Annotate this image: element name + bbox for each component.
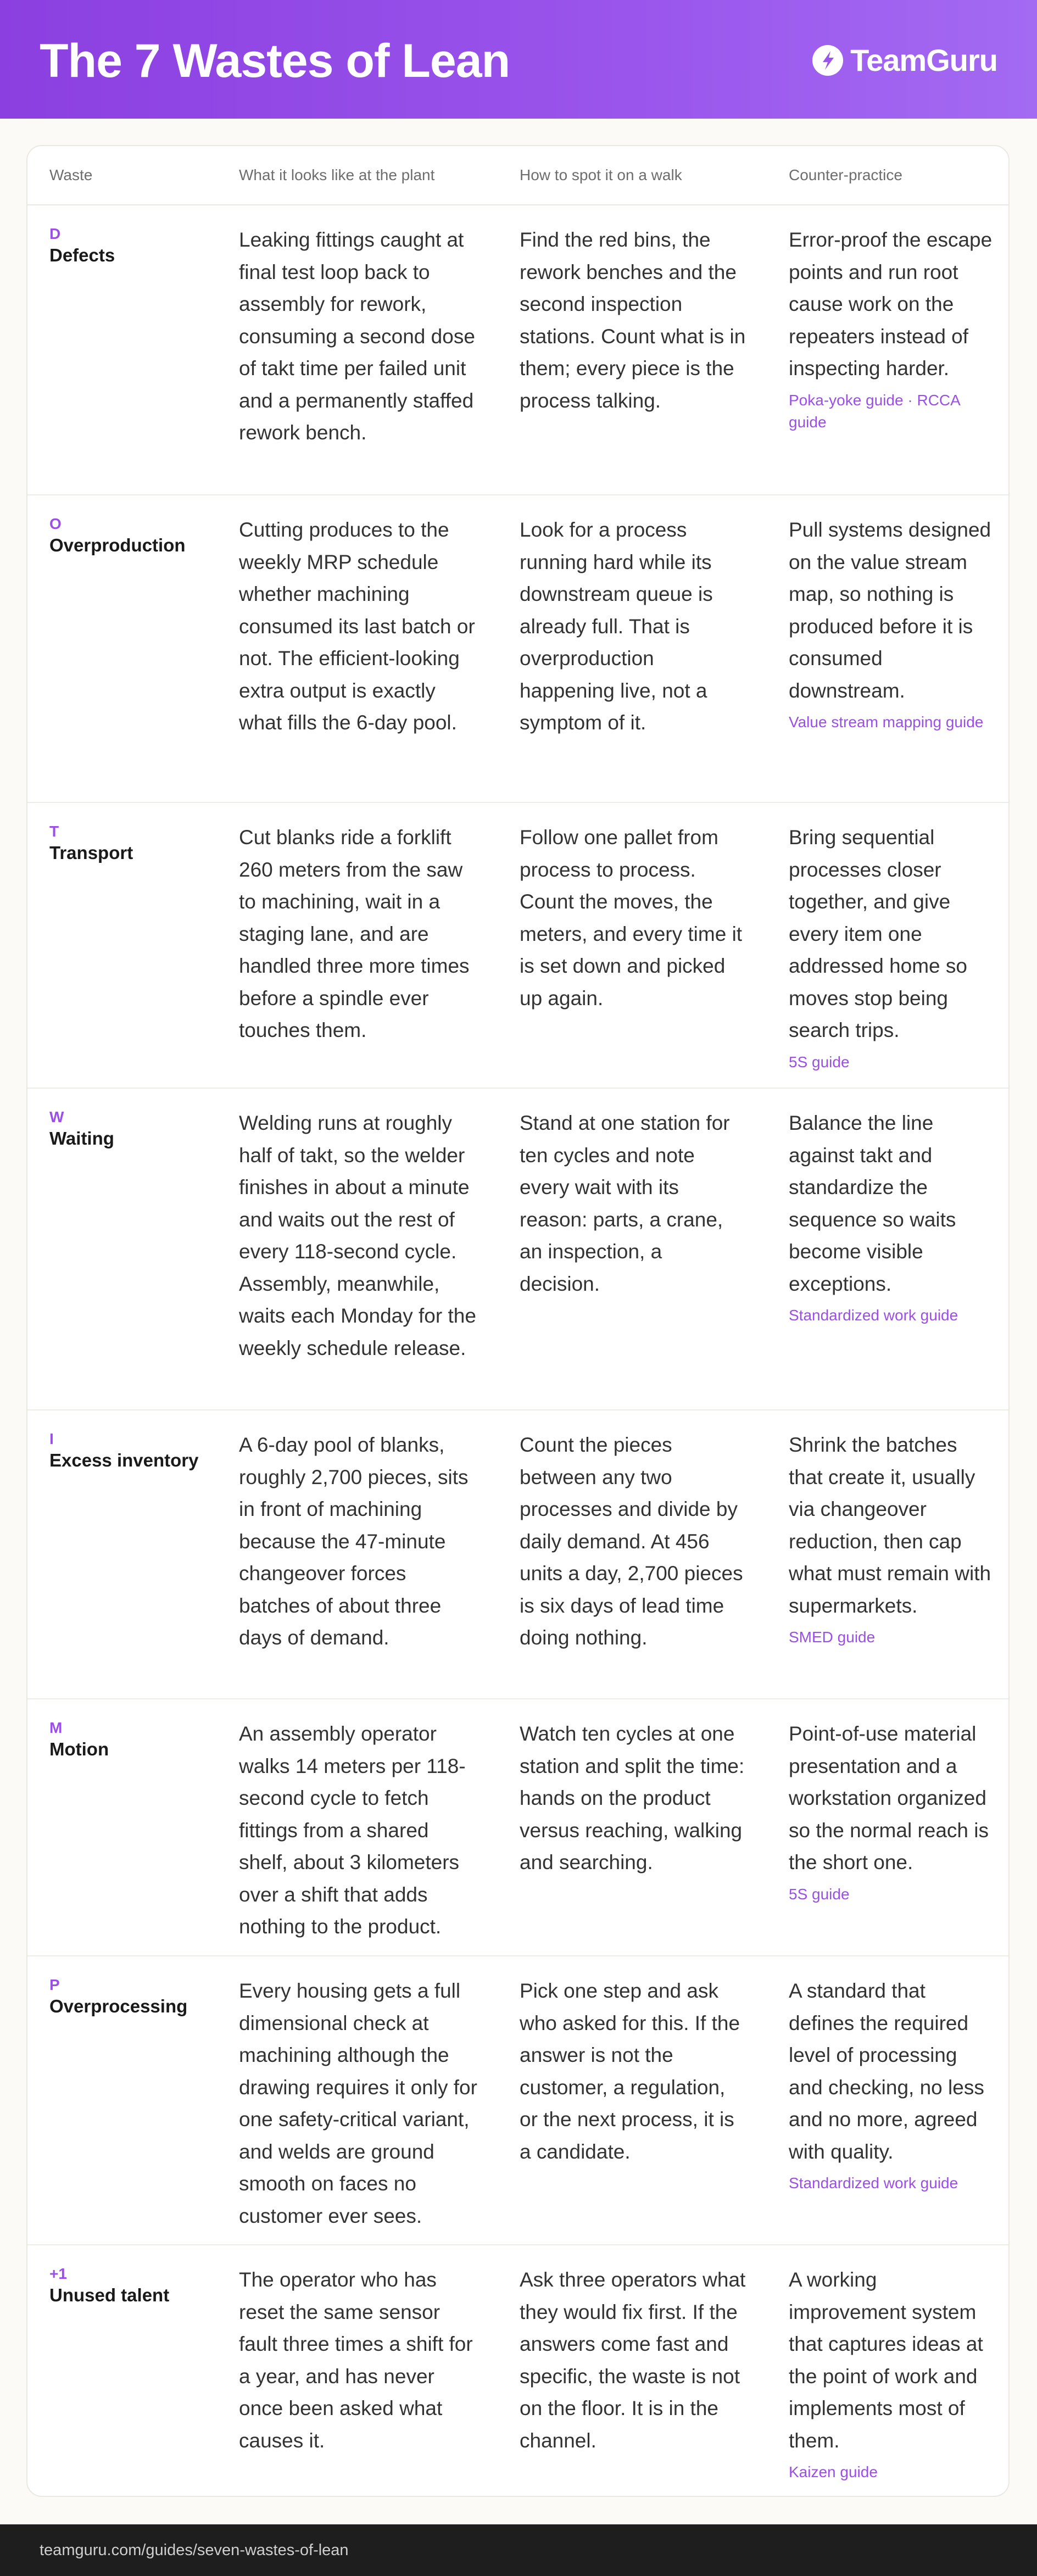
waste-letter: D bbox=[49, 225, 61, 242]
counter-practice-text: Error-proof the escape points and run root cause work on the repeaters instead of inspecting harder. bbox=[789, 228, 993, 380]
spot-text: Follow one pallet from process to process. Count the moves, the meters, and every time it is set down and picked up again. bbox=[520, 826, 743, 1010]
table-row: D Defects Leaking fittings caught at final test loop back to assembly for rework, consuming a second dose of takt time per failed unit and a permanently staffed rework bench. Find the red bins, the rework benches and the second inspection stations. Count what is in them; every piece is the process talking. Error-proof the escape points and run root cause work on the repeaters instead of inspecting harder. Poka-yoke guide · RCCA guide bbox=[27, 205, 1008, 495]
waste-name: Overproduction bbox=[49, 535, 186, 555]
looks-like-text: The operator who has reset the same sensor fault three times a shift for a year, and has never once been asked what causes it. bbox=[239, 2268, 473, 2452]
table-row bbox=[27, 1699, 1008, 1956]
table-row bbox=[27, 1410, 1008, 1699]
page-footer bbox=[0, 2524, 1037, 2576]
column-header-looks-like: What it looks like at the plant bbox=[239, 166, 435, 183]
spot-text: Look for a process running hard while its downstream queue is already full. That is overproduction happening live, not a symptom of it. bbox=[520, 518, 713, 734]
waste-letter: P bbox=[49, 1976, 60, 1993]
counter-practice-text: Bring sequential processes closer together, and give every item one addressed home so moves stop being search trips. bbox=[789, 826, 967, 1041]
guide-link-kaizen[interactable]: Kaizen guide bbox=[789, 2463, 878, 2480]
brand-name: TeamGuru bbox=[850, 43, 997, 77]
guide-link-poka-yoke[interactable]: Poka-yoke guide bbox=[789, 391, 904, 409]
looks-like-text: Welding runs at roughly half of takt, so the welder finishes in about a minute and waits out the rest of every 118-second cycle. Assembly, meanwhile, waits each Monday for the weekly schedule release. bbox=[239, 1112, 476, 1359]
waste-letter: M bbox=[49, 1719, 63, 1736]
column-header-waste: Waste bbox=[49, 166, 93, 183]
guide-link-5s[interactable]: 5S guide bbox=[789, 1053, 850, 1070]
guide-link-value-stream-mapping[interactable]: Value stream mapping guide bbox=[789, 713, 984, 731]
footer-url[interactable]: teamguru.com/guides/seven-wastes-of-lean bbox=[40, 2541, 349, 2559]
counter-practice-text: Pull systems designed on the value stream map, so nothing is produced before it is consumed downstream. bbox=[789, 518, 991, 702]
waste-name: Motion bbox=[49, 1739, 109, 1759]
guide-link-standardized-work[interactable]: Standardized work guide bbox=[789, 1307, 958, 1324]
looks-like-text: Leaking fittings caught at final test loop back to assembly for rework, consuming a second dose of takt time per failed unit and a permanently staffed rework bench. bbox=[239, 228, 475, 444]
waste-letter: +1 bbox=[49, 2265, 67, 2282]
waste-letter: T bbox=[49, 823, 59, 840]
waste-name: Unused talent bbox=[49, 2285, 170, 2305]
counter-practice-text: A standard that defines the required level of processing and checking, no less and no more, agreed with quality. bbox=[789, 1980, 984, 2163]
table-row bbox=[27, 1956, 1008, 2245]
wastes-table bbox=[26, 145, 1010, 2497]
counter-practice-text: Balance the line against takt and standardize the sequence so waits become visible exceptions. bbox=[789, 1112, 956, 1295]
spot-text: Count the pieces between any two processes and divide by daily demand. At 456 units a day, 2,700 pieces is six days of lead time doing nothing. bbox=[520, 1434, 743, 1649]
looks-like-text: Cut blanks ride a forklift 260 meters from the saw to machining, wait in a staging lane, and are handled three more times before a spindle ever touches them. bbox=[239, 826, 470, 1041]
waste-name: Waiting bbox=[49, 1128, 114, 1148]
table-row bbox=[27, 803, 1008, 1089]
waste-name: Transport bbox=[49, 843, 133, 863]
table-header bbox=[27, 146, 1008, 205]
table-row bbox=[27, 495, 1008, 803]
counter-practice-text: Shrink the batches that create it, usually via changeover reduction, then cap what must remain with supermarkets. bbox=[789, 1434, 991, 1617]
looks-like-text: Cutting produces to the weekly MRP schedule whether machining consumed its last batch or not. The efficient-looking extra output is exactly what fills the 6-day pool. bbox=[239, 518, 475, 734]
table-row bbox=[27, 2245, 1008, 2497]
guide-link-standardized-work[interactable]: Standardized work guide bbox=[789, 2174, 958, 2192]
waste-letter: W bbox=[49, 1108, 64, 1125]
column-header-counter-practice: Counter-practice bbox=[789, 166, 902, 183]
table-row bbox=[27, 1089, 1008, 1410]
spot-text: Pick one step and ask who asked for this. If the answer is not the customer, a regulation, or the next process, it is a candidate. bbox=[520, 1980, 740, 2163]
brand-logo[interactable] bbox=[812, 43, 997, 78]
teamguru-logo-icon bbox=[812, 44, 844, 76]
waste-letter: O bbox=[49, 515, 62, 532]
spot-text: Ask three operators what they would fix first. If the answers come fast and specific, the waste is not on the floor. It is in the channel. bbox=[520, 2268, 746, 2452]
counter-practice-text: A working improvement system that captures ideas at the point of work and implements most of them. bbox=[789, 2268, 983, 2452]
looks-like-text: A 6-day pool of blanks, roughly 2,700 pieces, sits in front of machining because the 47-minute changeover forces batches of about three days of demand. bbox=[239, 1434, 469, 1649]
page-header bbox=[0, 0, 1037, 119]
guide-link-smed[interactable]: SMED guide bbox=[789, 1629, 876, 1646]
waste-name: Defects bbox=[49, 245, 115, 265]
spot-text: Watch ten cycles at one station and split the time: hands on the product versus reaching, walking and searching. bbox=[520, 1722, 745, 1874]
guide-link-rcca[interactable]: RCCA guide bbox=[789, 391, 960, 431]
waste-name: Excess inventory bbox=[49, 1450, 199, 1470]
waste-letter: I bbox=[49, 1430, 54, 1447]
column-header-spot: How to spot it on a walk bbox=[520, 166, 682, 183]
waste-name: Overprocessing bbox=[49, 1996, 188, 2016]
looks-like-text: An assembly operator walks 14 meters per 118-second cycle to fetch fittings from a shared shelf, about 3 kilometers over a shift that adds nothing to the product. bbox=[239, 1722, 466, 1938]
spot-text: Find the red bins, the rework benches and the second inspection stations. Count what is in them; every piece is the process talking. bbox=[520, 228, 746, 412]
page-title: The 7 Wastes of Lean bbox=[40, 35, 510, 87]
counter-practice-text: Point-of-use material presentation and a workstation organized so the normal reach is the short one. bbox=[789, 1722, 989, 1874]
spot-text: Stand at one station for ten cycles and note every wait with its reason: parts, a crane, an inspection, a decision. bbox=[520, 1112, 730, 1295]
looks-like-text: Every housing gets a full dimensional check at machining although the drawing requires it only for one safety-critical variant, and welds are ground smooth on faces no customer ever sees. bbox=[239, 1980, 477, 2227]
guide-link-5s[interactable]: 5S guide bbox=[789, 1885, 850, 1903]
